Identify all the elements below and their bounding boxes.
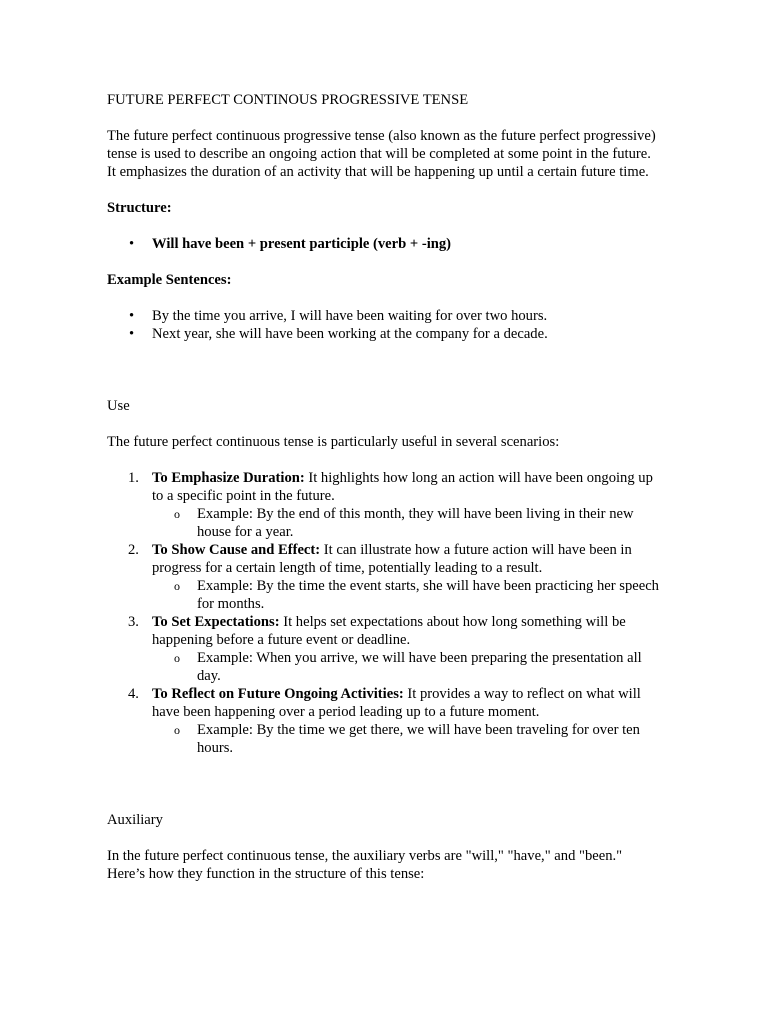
use-item-title: To Set Expectations: bbox=[152, 614, 280, 630]
use-heading: Use bbox=[107, 398, 130, 414]
auxiliary-paragraph: In the future perfect continuous tense, the auxiliary verbs are "will," "have," and "been." Here’s how they function in the structure of this tense: bbox=[107, 848, 623, 882]
sub-bullet-marker: o bbox=[174, 723, 180, 737]
structure-list bbox=[107, 235, 663, 253]
structure-item: • Will have been + present participle (verb + -ing) bbox=[107, 235, 663, 253]
use-item-example: o Example: When you arrive, we will have been preparing the presentation all day. bbox=[174, 650, 642, 684]
sub-bullet-marker: o bbox=[174, 579, 180, 593]
use-item-example: o Example: By the time we get there, we will have been traveling for over ten hours. bbox=[174, 722, 640, 756]
use-list bbox=[107, 469, 663, 757]
use-item-text: It provides a way to reflect on what will have been happening over a period leading up to a future moment. bbox=[152, 686, 641, 720]
intro-paragraph: The future perfect continuous progressive tense (also known as the future perfect progressive) tense is used to describe an ongoing action that will be completed at some point in the future. It emphasizes the duration of an activity that will be happening up until a certain future time. bbox=[107, 128, 656, 180]
use-item-title: To Show Cause and Effect: bbox=[152, 542, 321, 558]
use-item-text: It can illustrate how a future action will have been in progress for a certain length of time, potentially leading to a result. bbox=[152, 542, 632, 576]
use-item-text: It highlights how long an action will have been ongoing up to a specific point in the future. bbox=[152, 470, 653, 504]
structure-heading: Structure: bbox=[107, 200, 172, 216]
use-item-title: To Reflect on Future Ongoing Activities: bbox=[152, 686, 404, 702]
use-item-number: 3. bbox=[128, 614, 139, 630]
use-item-number: 1. bbox=[128, 470, 139, 486]
document-body bbox=[107, 91, 663, 883]
auxiliary-heading: Auxiliary bbox=[107, 812, 163, 828]
document-title: FUTURE PERFECT CONTINOUS PROGRESSIVE TENSE bbox=[107, 92, 469, 108]
examples-heading: Example Sentences: bbox=[107, 272, 232, 288]
use-item-text: It helps set expectations about how long something will be happening before a future event or deadline. bbox=[152, 614, 626, 648]
use-item-number: 2. bbox=[128, 542, 139, 558]
sub-bullet-marker: o bbox=[174, 507, 180, 521]
use-item bbox=[107, 541, 663, 613]
use-item-title: To Emphasize Duration: bbox=[152, 470, 305, 486]
example-item: • Next year, she will have been working at the company for a decade. bbox=[107, 325, 663, 343]
use-item bbox=[107, 469, 663, 541]
sub-bullet-marker: o bbox=[174, 651, 180, 665]
use-item-example: o Example: By the end of this month, they will have been living in their new house for a year. bbox=[174, 506, 634, 540]
use-item-number: 4. bbox=[128, 686, 139, 702]
use-item-example: o Example: By the time the event starts, she will have been practicing her speech for months. bbox=[174, 578, 659, 612]
use-intro: The future perfect continuous tense is particularly useful in several scenarios: bbox=[107, 434, 560, 450]
example-item: • By the time you arrive, I will have been waiting for over two hours. bbox=[107, 307, 663, 325]
use-item bbox=[107, 613, 663, 685]
examples-list bbox=[107, 307, 663, 343]
use-item bbox=[107, 685, 663, 757]
